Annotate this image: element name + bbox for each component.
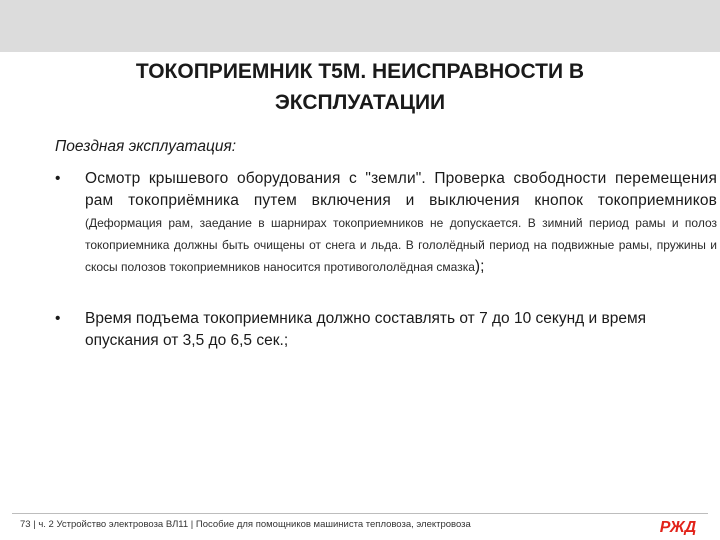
rzd-logo-text: РЖД [659,519,697,535]
slide-title-line-1: ТОКОПРИЕМНИК Т5М. НЕИСПРАВНОСТИ В [135,60,585,83]
bullet-note-close: ); [474,258,485,275]
bullet-main-text: Осмотр крышевого оборудования с "земли". Проверка свободности перемещения рам токоприёмника путем включения и выключения кнопок токоприемников [85,170,717,209]
footer-divider [12,513,708,514]
bullet-text: Время подъема токоприемника должно составлять от 7 до 10 секунд и время опускания от 3,5 до 6,5 сек.; [85,310,647,349]
header-band [0,0,720,52]
bullet-marker: • [55,170,61,187]
rzd-logo-icon [656,517,700,535]
footer-caption: 73 | ч. 2 Устройство электровоза ВЛ11 | Пособие для помощников машиниста тепловоза, электровоза [20,519,471,530]
bullet-marker: • [55,310,61,327]
bullet-text [85,168,717,278]
section-label: Поездная эксплуатация: [55,138,237,155]
slide-title [60,56,660,118]
bullet-note-text: (Деформация рам, заедание в шарнирах токоприемников не допускается. В зимний период рамы и полоз токоприемника должны быть очищены от снега и льда. В гололёдный период на подвижные рамы, пружины и скосы полозов токоприемников наносится противогололёдная смазка [85,216,717,274]
slide-title-line-2: ЭКСПЛУАТАЦИИ [274,91,446,114]
